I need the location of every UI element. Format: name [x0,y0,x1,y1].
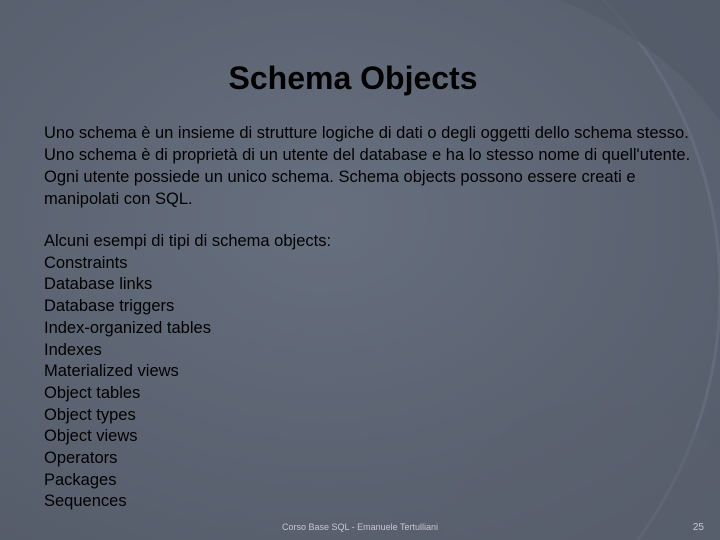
list-item: Object views [44,427,138,446]
examples-heading: Alcuni esempi di tipi di schema objects: [44,232,332,250]
list-item: Object types [44,405,136,424]
list-item: Constraints [44,253,128,272]
list-item: Materialized views [44,362,179,381]
footer-text: Corso Base SQL - Emanuele Tertulliani [281,522,439,532]
examples-section [44,231,464,513]
list-item: Database links [44,275,153,294]
slide-title: Schema Objects [228,60,478,96]
list-item: Sequences [44,492,127,511]
list-item: Indexes [44,340,102,359]
examples-list [44,253,464,513]
list-item: Operators [44,449,118,468]
list-item: Packages [44,470,117,489]
page-number: 25 [692,522,704,533]
list-item: Index-organized tables [44,318,211,337]
list-item: Database triggers [44,297,175,316]
intro-paragraph: Uno schema è un insieme di strutture logiche di dati o degli oggetti dello schema stesso. Uno schema è di proprietà di un utente del database e ha lo stesso nome di quell'utente. Ogni utente possiede un unico schema. Schema objects possono essere creati e manipolati con SQL. [44,124,691,208]
list-item: Object tables [44,383,141,402]
